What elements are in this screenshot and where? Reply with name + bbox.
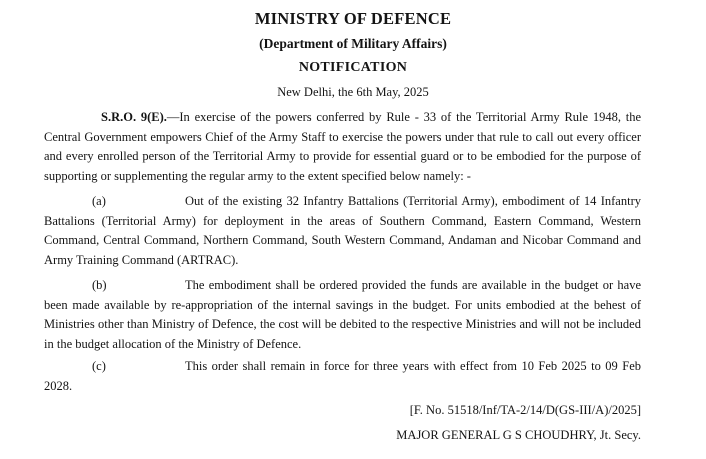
notification-title: NOTIFICATION	[298, 60, 408, 75]
sro-number: S.R.O. 9(E).	[101, 110, 167, 124]
clause-label: (a)	[92, 194, 106, 208]
clause-label: (b)	[92, 278, 107, 292]
clause-a	[44, 192, 641, 270]
clause-text: Out of the existing 32 Infantry Battalions (Territorial Army), embodiment of 14 Infantry Battalions (Territorial Army) for deployment in the areas of Southern Command, Eastern Command, Western Command, Central Command, Northern Command, South Western Command, Andaman and Nicobar Command and Army Training Command (ARTRAC).	[44, 194, 641, 267]
clause-c	[44, 357, 641, 396]
clause-text: The embodiment shall be ordered provided the funds are available in the budget or have been made available by re-appropriation of the internal savings in the budget. For units embodied at the behest of Ministries other than Ministry of Defence, the cost will be debited to the respective Ministries and will not be included in the budget allocation of the Ministry of Defence.	[44, 278, 641, 351]
intro-paragraph	[44, 108, 641, 186]
clause-b	[44, 276, 641, 354]
clause-text: This order shall remain in force for three years with effect from 10 Feb 2025 to 09 Feb 2028.	[44, 359, 641, 393]
department-heading: (Department of Military Affairs)	[259, 36, 447, 51]
file-number: [F. No. 51518/Inf/TA-2/14/D(GS-III/A)/2025]	[409, 403, 641, 417]
place-date: New Delhi, the 6th May, 2025	[277, 85, 429, 99]
ministry-heading: MINISTRY OF DEFENCE	[254, 9, 452, 28]
intro-text: —In exercise of the powers conferred by Rule - 33 of the Territorial Army Rule 1948, the Central Government empowers Chief of the Army Staff to exercise the powers under that rule to call out every officer and every enrolled person of the Territorial Army to provide for essential guard or to be embodied for the purpose of supporting or supplementing the regular army to the extent specified below namely: -	[44, 110, 641, 183]
clause-label: (c)	[92, 359, 106, 373]
signatory: MAJOR GENERAL G S CHOUDHRY, Jt. Secy.	[396, 428, 641, 442]
